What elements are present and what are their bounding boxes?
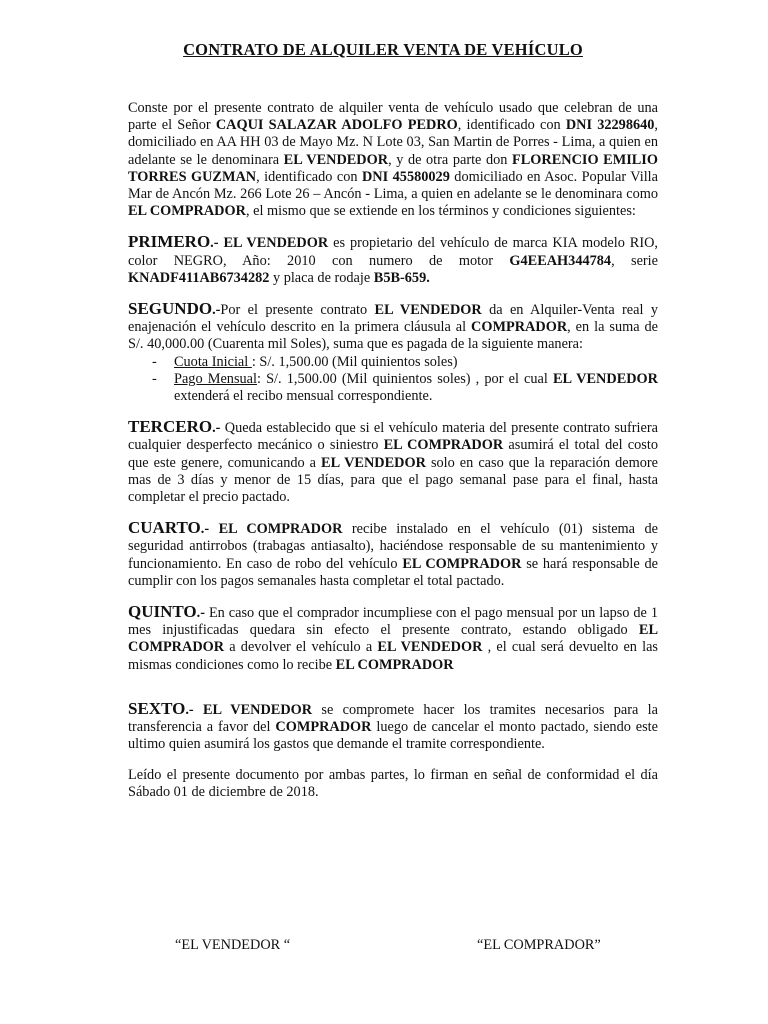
contract-title: CONTRATO DE ALQUILER VENTA DE VEHÍCULO (183, 40, 583, 59)
clause-bold: COMPRADOR (275, 719, 372, 736)
clause-bold: EL VENDEDOR (223, 235, 329, 252)
engine-number: G4EEAH344784 (509, 252, 612, 269)
clause-text: da en Alquiler-Venta real y enajenación el vehículo descrito en la primera cláusula al (128, 302, 658, 336)
clause-separator: .- (196, 605, 209, 622)
clause-bold: COMPRADOR (471, 319, 568, 336)
clause-bold: EL COMPRADOR (335, 656, 454, 673)
clause-label: QUINTO (128, 602, 197, 622)
clause-separator: .- (185, 701, 203, 718)
clause-quinto (128, 603, 658, 674)
clause-text: , en la suma de S/. 40,000.00 (Cuarenta mil Soles), suma que es pagada de la siguiente manera: (128, 319, 658, 353)
intro-text-2: , identificado con (457, 117, 566, 134)
clause-label: PRIMERO (128, 232, 211, 252)
clause-text: luego de cancelar el monto pactado, siendo este ultimo quien asumirá los gastos que demande el tramite correspondiente. (128, 719, 659, 753)
intro-text-5: , identificado con (256, 168, 362, 185)
clause-text: recibe instalado en el vehículo (01) sistema de seguridad antirrobos (trabagas antiasalto), haciéndose responsable de su mantenimiento y funcionamiento. En caso de robo del vehículo (128, 521, 658, 572)
closing-paragraph: Leído el presente documento por ambas partes, lo firman en señal de conformidad el día Sábado 01 de diciembre de 2018. (128, 766, 658, 800)
clause-separator: .- (200, 521, 219, 538)
clause-text: solo en caso que la reparación demore mas de 3 días y menor de 15 días, para que el pago semanal pase para el final, hasta completar el precio pactado. (128, 454, 658, 506)
clause-bold: EL VENDEDOR (321, 454, 426, 471)
intro-text-7: , el mismo que se extiende en los términos y condiciones siguientes: (245, 203, 636, 220)
clause-primero (128, 233, 658, 287)
intro-text-6: domiciliado en Asoc. Popular Villa Mar de Ancón Mz. 266 Lote 26 – Ancón - Lima, a quien en adelante se le denominara como (128, 168, 658, 203)
clause-text: es propietario del vehículo de marca KIA modelo RIO, color NEGRO, Año: 2010 con numero de motor (128, 235, 658, 269)
seller-dni: DNI 32298640 (565, 117, 655, 134)
payment-term-text: extenderá el recibo mensual correspondiente. (174, 388, 433, 405)
payment-term-label: Pago Mensual (174, 370, 257, 387)
clause-bold: EL COMPRADOR (128, 622, 658, 656)
clause-separator: .- (212, 420, 225, 437)
clause-text: En caso que el comprador incumpliese con el pago mensual por un lapso de 1 mes injustificadas quedara sin efecto el presente contrato, estando obligado (128, 605, 658, 639)
intro-text-4: , y de otra parte don (388, 151, 513, 168)
buyer-name: FLORENCIO EMILIO TORRES GUZMAN (128, 151, 658, 185)
buyer-role: EL COMPRADOR (128, 203, 246, 220)
clause-bold: EL VENDEDOR (553, 370, 658, 387)
clause-text: asumirá el total del costo que este genere, comunicando a (128, 437, 658, 471)
seller-name: CAQUI SALAZAR ADOLFO PEDRO (215, 117, 458, 134)
clause-label: SEXTO (128, 698, 186, 718)
clause-separator: .- (210, 235, 224, 252)
clause-text: se hará responsable de cumplir con los pagos semanales hasta completar el total pactado. (128, 555, 658, 589)
payment-list (128, 354, 658, 406)
clause-bold: EL COMPRADOR (218, 521, 343, 538)
clause-label: CUARTO (128, 518, 201, 538)
clause-text: Por el presente contrato (220, 302, 375, 319)
payment-term-text: : S/. 1,500.00 (Mil quinientos soles) , por el cual (256, 370, 554, 387)
clause-label: TERCERO (128, 417, 213, 437)
clause-bold: EL VENDEDOR (374, 302, 482, 319)
clause-text: , serie (611, 252, 658, 269)
payment-term-label: Cuota Inicial (174, 353, 252, 370)
clause-sexto (128, 700, 658, 754)
list-item (152, 354, 658, 371)
seller-signature-label: “EL VENDEDOR “ (175, 937, 291, 953)
plate-number: B5B-659. (373, 269, 430, 286)
clause-segundo (128, 300, 658, 354)
buyer-signature-label: “EL COMPRADOR” (477, 937, 601, 953)
clause-text: , el cual será devuelto en las mismas condiciones como lo recibe (128, 639, 658, 673)
clause-cuarto (128, 519, 658, 590)
clause-label: SEGUNDO (128, 299, 213, 319)
clause-bold: EL COMPRADOR (402, 555, 522, 572)
clause-separator: .- (212, 302, 221, 319)
intro-text-3: , domiciliado en AA HH 03 de Mayo Mz. N Lote 03, San Martin de Porres - Lima, a quien en adelante se le denominara (128, 117, 658, 168)
clause-bold: EL VENDEDOR (377, 639, 483, 656)
clause-text: se compromete hacer los tramites necesarios para la transferencia a favor del (128, 701, 658, 736)
intro-paragraph (128, 100, 658, 220)
payment-term-text: : S/. 1,500.00 (Mil quinientos soles) (251, 353, 458, 370)
clause-text: Queda establecido que si el vehículo materia del presente contrato sufriera cualquier desperfecto mecánico o siniestro (128, 420, 658, 454)
buyer-dni: DNI 45580029 (361, 168, 450, 185)
serial-number: KNADF411AB6734282 (128, 269, 270, 286)
clause-text: y placa de rodaje (269, 269, 374, 286)
clause-bold: EL VENDEDOR (202, 701, 313, 718)
clause-bold: EL COMPRADOR (383, 437, 504, 454)
clause-tercero (128, 418, 658, 506)
seller-role: EL VENDEDOR (283, 151, 389, 168)
clause-text: a devolver el vehículo a (224, 639, 378, 656)
list-item (152, 371, 658, 405)
intro-text-1: Conste por el presente contrato de alquiler venta de vehículo usado que celebran de una parte el Señor (128, 100, 658, 134)
